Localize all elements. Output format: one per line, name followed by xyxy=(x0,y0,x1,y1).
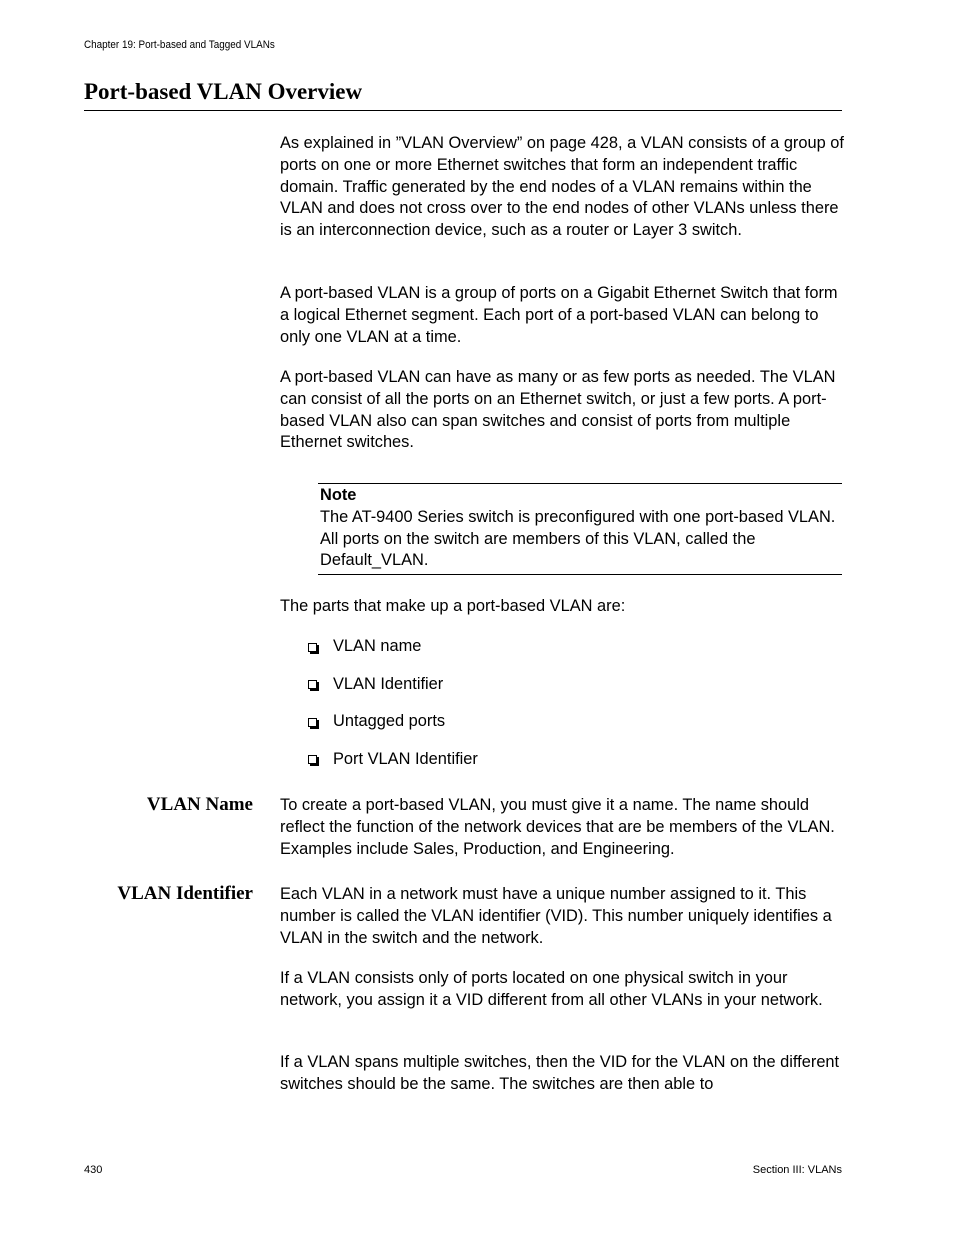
running-header: Chapter 19: Port-based and Tagged VLANs xyxy=(84,39,275,51)
vlan-identifier-paragraph-1: Each VLAN in a network must have a unique number assigned to it. This number is called the VLAN identifier (VID). This number uniquely identifies a VLAN in the switch and the network. xyxy=(280,885,832,947)
parts-intro: The parts that make up a port-based VLAN are: xyxy=(280,597,626,615)
list-item xyxy=(308,711,478,733)
intro-paragraph-3: A port-based VLAN can have as many or as few ports as needed. The VLAN can consist of all the ports on an Ethernet switch, or just a few ports. A port-based VLAN also can span switches and consist of ports from multiple Ethernet switches. xyxy=(280,368,836,452)
intro-paragraph-2: A port-based VLAN is a group of ports on a Gigabit Ethernet Switch that form a logical Ethernet segment. Each port of a port-based VLAN can belong to only one VLAN at a time. xyxy=(280,284,838,346)
note-label: Note xyxy=(320,486,357,504)
checkbox-bullet-icon xyxy=(308,643,317,652)
intro-paragraph-1: As explained in ”VLAN Overview” on page 428, a VLAN consists of a group of ports on one or more Ethernet switches that form an independent traffic domain. Traffic generated by the end nodes of a VLAN remains within the VLAN and does not cross over to the end nodes of other VLANs unless there is an interconnection device, such as a router or Layer 3 switch. xyxy=(280,134,844,240)
list-item xyxy=(308,749,478,771)
list-item-label: VLAN Identifier xyxy=(333,674,444,693)
list-item-label: VLAN name xyxy=(333,637,422,656)
section-title: Port-based VLAN Overview xyxy=(84,79,363,104)
vlan-identifier-paragraph-3: If a VLAN spans multiple switches, then the VID for the VLAN on the different switches should be the same. The switches are then able to xyxy=(280,1053,840,1093)
list-item-label: Untagged ports xyxy=(333,712,446,731)
checkbox-bullet-icon xyxy=(308,718,317,727)
list-item xyxy=(308,674,478,696)
checkbox-bullet-icon xyxy=(308,680,317,689)
note-text: The AT-9400 Series switch is preconfigured with one port-based VLAN. All ports on the switch are members of this VLAN, called the Default_VLAN. xyxy=(320,507,836,570)
vlan-identifier-paragraph-2: If a VLAN consists only of ports located on one physical switch in your network, you assign it a VID different from all other VLANs in your network. xyxy=(280,969,823,1009)
page-number: 430 xyxy=(84,1164,103,1176)
vlan-name-heading: VLAN Name xyxy=(146,794,253,815)
title-rule xyxy=(84,110,842,111)
vlan-identifier-heading: VLAN Identifier xyxy=(117,883,253,904)
vlan-name-paragraph: To create a port-based VLAN, you must give it a name. The name should reflect the function of the network devices that are be members of the VLAN. Examples include Sales, Production, and Engineering. xyxy=(280,796,835,858)
list-item-label: Port VLAN Identifier xyxy=(333,749,478,768)
checkbox-bullet-icon xyxy=(308,755,317,764)
note-box xyxy=(318,483,842,575)
list-item xyxy=(308,636,478,658)
parts-list xyxy=(308,636,478,786)
footer-section: Section III: VLANs xyxy=(752,1164,842,1176)
